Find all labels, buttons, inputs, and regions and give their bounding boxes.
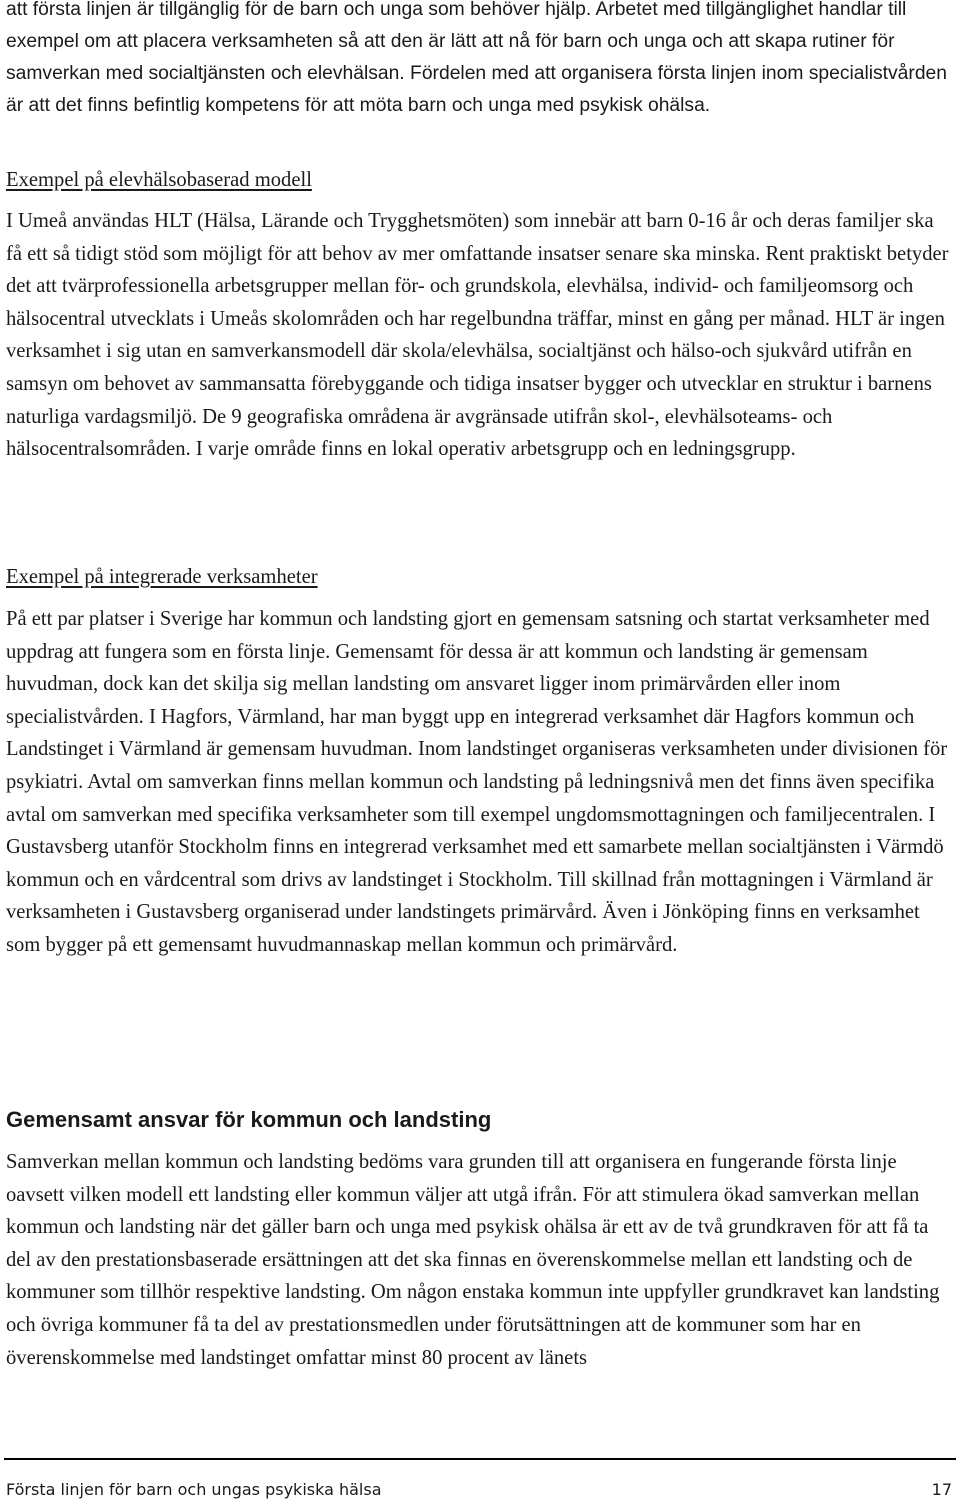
footer-divider (4, 1458, 956, 1460)
section-heading-integrerade: Exempel på integrerade verksamheter (6, 566, 318, 588)
section-heading-elevhalsobaserad: Exempel på elevhälsobaserad modell (6, 169, 312, 191)
intro-paragraph: att första linjen är tillgänglig för de barn och unga som behöver hjälp. Arbetet med tillgänglighet handlar till exempel om att placera verksamheten så att den är lätt att nå för barn och unga och att skapa rutiner för samverkan med socialtjänsten och elevhälsan. Fördelen med att organisera första linjen inom specialistvården är att det finns befintlig kompetens för att möta barn och unga med psykisk ohälsa. (6, 0, 947, 116)
integrerade-paragraph: På ett par platser i Sverige har kommun och landsting gjort en gemensam satsning och startat verksamheter med uppdrag att fungera som en första linje. Gemensamt för dessa är att kommun och landsting är gemensam huvudman, dock kan det skilja sig mellan landsting om ansvaret ligger inom primärvården eller inom specialistvården. I Hagfors, Värmland, har man byggt upp en integrerad verksamhet där Hagfors kommun och Landstinget i Värmland är gemensam huvudman. Inom landstinget organiseras verksamheten under divisionen för psykiatri. Avtal om samverkan finns mellan kommun och landsting på ledningsnivå men det finns även specifika avtal om samverkan med specifika verksamheter som till exempel ungdomsmottagningen och familjecentralen. I Gustavsberg utanför Stockholm finns en integrerad verksamhet med ett samarbete mellan socialtjänsten i Värmdö kommun och en vårdcentral som drivs av landstinget i Stockholm. Till skillnad från mottagningen i Värmland är verksamheten i Gustavsberg organiserad under landstingets primärvård. Även i Jönköping finns en verksamhet som bygger på ett gemensamt huvudmannaskap mellan kommun och primärvård. (6, 608, 948, 956)
section-heading-gemensamt-ansvar: Gemensamt ansvar för kommun och landsting (6, 1107, 492, 1132)
gemensamt-ansvar-paragraph: Samverkan mellan kommun och landsting bedöms vara grunden till att organisera en fungerande första linje oavsett vilken modell ett landsting eller kommun väljer att utgå ifrån. För att stimulera ökad samverkan mellan kommun och landsting när det gäller barn och unga med psykisk ohälsa är ett av de två grundkraven för att få ta del av den prestationsbaserade ersättningen att det ska finnas en överenskommelse mellan ett landsting och de kommuner som tillhör respektive landsting. Om någon enstaka kommun inte uppfyller grundkravet kan landsting och övriga kommuner få ta del av prestationsmedlen under förutsättningen att de kommuner som har en överenskommelse med landstinget omfattar minst 80 procent av länets (6, 1151, 940, 1369)
elevhalsobaserad-paragraph: I Umeå användas HLT (Hälsa, Lärande och Trygghetsmöten) som innebär att barn 0-16 år och deras familjer ska få ett så tidigt stöd som möjligt för att behov av mer omfattande insatser senare ska minska. Rent praktiskt betyder det att tvärprofessionella arbetsgrupper mellan för- och grundskola, elevhälsa, individ- och familjeomsorg och hälsocentral utvecklats i Umeås skolområden och har regelbundna träffar, minst en gång per månad. HLT är ingen verksamhet i sig utan en samverkansmodell där skola/elevhälsa, socialtjänst och hälso-och sjukvård utifrån en samsyn om behovet av sammansatta förebyggande och tidiga insatser bygger och utvecklar en struktur i barnens naturliga vardagsmiljö. De 9 geografiska områdena är avgränsade utifrån skol-, elevhälsoteams- och hälsocentralsområden. I varje område finns en lokal operativ arbetsgrupp och en ledningsgrupp. (6, 210, 949, 461)
page-number: 17 (931, 1480, 952, 1499)
footer-title: Första linjen för barn och ungas psykiska hälsa (6, 1480, 382, 1499)
